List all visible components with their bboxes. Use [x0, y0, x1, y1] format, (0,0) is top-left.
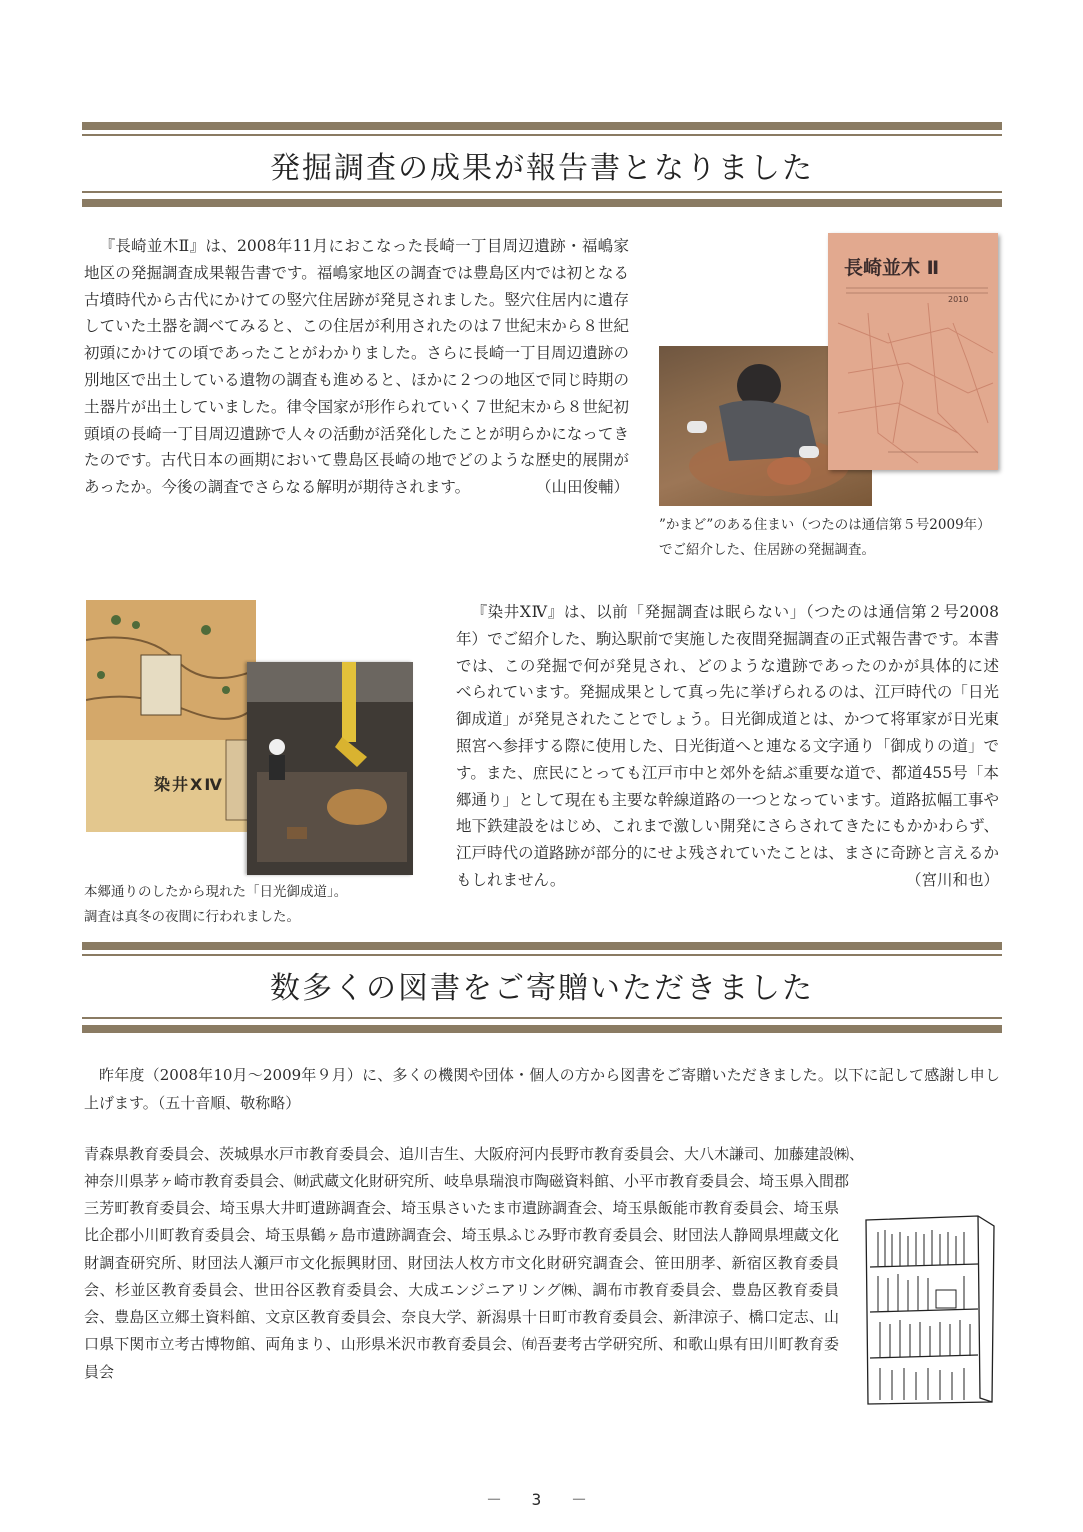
top-rule-thick — [82, 122, 1002, 130]
section1-caption: ”かまど”のある住まい（つたのは通信第５号2009年） でご紹介した、住居跡の発掘調査。 — [659, 517, 991, 558]
section1-paragraph: 『長崎並木Ⅱ』は、2008年11月におこなった長崎一丁目周辺遺跡・福嶋家地区の発掘調査成果報告書です。福嶋家地区の調査では豊島区内では初となる古墳時代から古代にかけての竪穴住居跡が発見されました。竪穴住居内に遺存していた土器を調べてみると、この住居が利用されたのは７世紀末から８世紀初頭にかけての頃であったことがわかりました。さらに長崎一丁目周辺遺跡の別地区で出土している遺物の調査も進めると、ほかに２つの地区で同じ時期の土器片が出土していました。律令国家が形作られていく７世紀末から８世紀初頭頃の長崎一丁目周辺遺跡で人々の活動が活発化したことが明らかになってきたのです。古代日本の画期において豊島区長崎の地でどのような歴史的展開があったか。今後の調査でさらなる解明が期待されます。 （山田俊輔） — [84, 233, 629, 501]
section1-author: （山田俊輔） — [535, 478, 629, 497]
donor-line-1: 青森県教育委員会、茨城県水戸市教育委員会、追川吉生、大阪府河内長野市教育委員会、大八木謙司、加藤建設㈱、 — [84, 1145, 865, 1163]
section2-paragraph: 『染井ⅩⅣ』は、以前「発掘調査は眠らない」（つたのは通信第２号2008年）でご紹介した、駒込駅前で実施した夜間発掘調査の正式報告書です。本書では、この発掘で何が発見され、どのような遺跡であったのかが具体的に述べられています。発掘成果として真っ先に挙げられるのは、江戸時代の「日光御成道」が発見されたことでしょう。日光御成道とは、かつて将軍家が日光東照宮へ参拝する際に使用した、日光街道へと連なる文字通り「御成りの道」です。また、庶民にとっても江戸市中と郊外を結ぶ重要な道で、都道455号「本郷通り」として現在も主要な幹線道路の一つとなっています。道路拡幅工事や地下鉄建設をはじめ、これまで激しい開発にさらされてきたにもかかわらず、江戸時代の道路跡が部分的にせよ残されていたことは、まさに奇跡と言えるかもしれません。 （宮川和也） — [456, 599, 999, 894]
report-cover-year: 2010 — [948, 295, 969, 304]
top-rule-thin — [82, 134, 1002, 136]
section3-intro: 昨年度（2008年10月～2009年９月）に、多くの機関や団体・個人の方から図書をご寄贈いただきました。以下に記して感謝し申し上げます。（五十音順、敬称略） — [84, 1066, 1000, 1112]
section3-rule-thick-top — [82, 942, 1002, 950]
report-cover-title: 長崎並木 Ⅱ — [844, 257, 940, 279]
section3-heading: 数多くの図書をご寄贈いただきました — [270, 971, 814, 1006]
donor-list-wrap: 三芳町教育委員会、埼玉県大井町遺跡調査会、埼玉県さいたま市遺跡調査会、埼玉県飯能市教育委員会、埼玉県比企郡小川町教育委員会、埼玉県鶴ヶ島市遺跡調査会、埼玉県ふじみ野市教育委員会、財団法人静岡県埋蔵文化財調査研究所、財団法人瀬戸市文化振興財団、財団法人枚方市文化財研究調査会、笹田朋孝、新宿区教育委員会、杉並区教育委員会、世田谷区教育委員会、大成エンジニアリング㈱、調布市教育委員会、豊島区教育委員会、豊島区立郷土資料館、文京区教育委員会、奈良大学、新潟県十日町市教育委員会、新津涼子、橋口定志、山口県下関市立考古博物館、両角まり、山形県米沢市教育委員会、㈲吾妻考古学研究所、和歌山県有田川町教育委員会 — [84, 1199, 839, 1381]
donor-list-full — [84, 1141, 1000, 1196]
night-excavation-photo — [247, 662, 413, 875]
section2-caption: 本郷通りのしたから現れた「日光御成道」。 調査は真冬の夜間に行われました。 — [84, 884, 348, 925]
section2-author: （宮川和也） — [905, 870, 999, 889]
somei-cover-title: 染井ⅩⅣ — [154, 775, 224, 794]
section3-rule-thin-top — [82, 954, 1002, 956]
report-cover-somei — [86, 600, 256, 832]
report-cover-nagasaki-namiki — [828, 233, 998, 470]
section3-rule-thin-bottom — [82, 1017, 1002, 1019]
section1-rule-thin — [82, 191, 1002, 193]
bookshelf-illustration — [858, 1212, 1000, 1408]
section1-heading: 発掘調査の成果が報告書となりました — [270, 151, 814, 186]
section3-rule-thick-bottom — [82, 1025, 1002, 1033]
page-number: － 3 － — [486, 1490, 597, 1509]
section1-rule-thick — [82, 199, 1002, 207]
donor-line-2: 神奈川県茅ヶ崎市教育委員会、㈶武蔵文化財研究所、岐阜県瑞浪市陶磁資料館、小平市教育委員会、埼玉県入間郡 — [84, 1172, 850, 1191]
